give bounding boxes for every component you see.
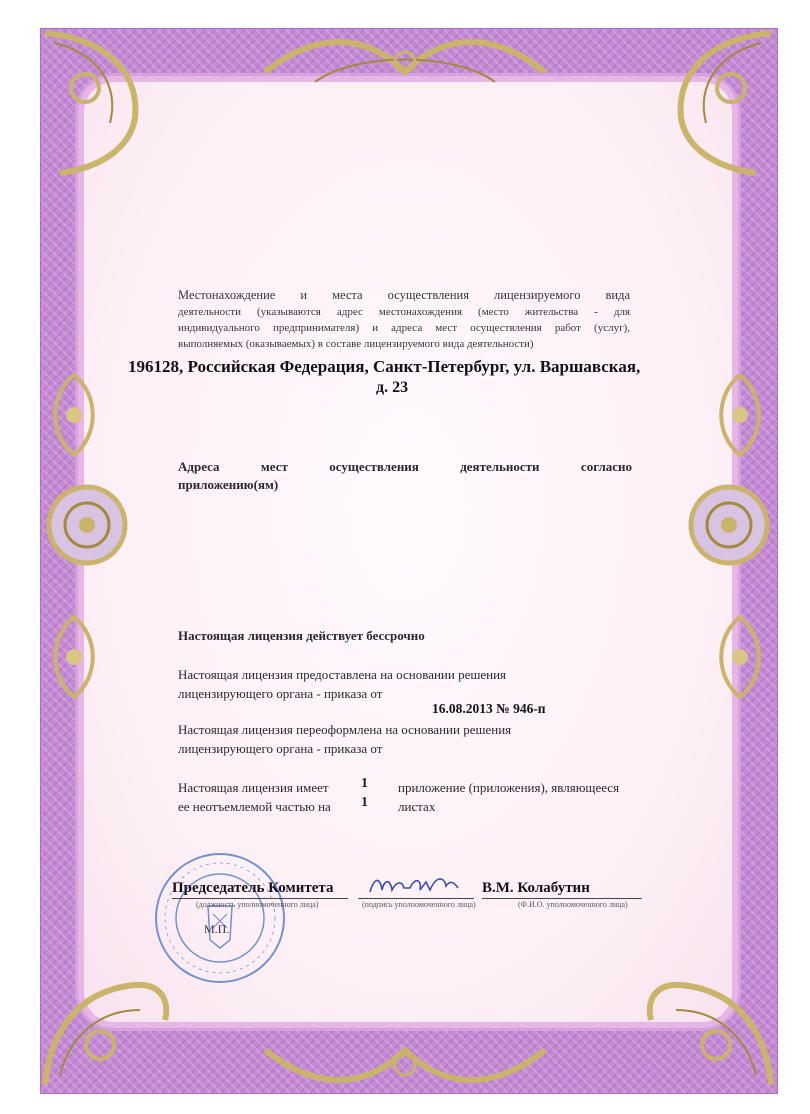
appendix-line-1-start: Настоящая лицензия имеет	[178, 780, 329, 795]
name-caption: (Ф.И.О. уполномоченного лица)	[518, 900, 628, 909]
seal-label: М.П.	[204, 922, 230, 936]
activity-places-label-line-2: приложению(ям)	[178, 477, 279, 492]
signatory-name: В.М. Колабутин	[482, 880, 590, 896]
license-address-line-2: д. 23	[376, 379, 409, 396]
appendix-line-1-end: приложение (приложения), являющееся	[398, 780, 620, 795]
position-caption: (должность уполномоченного лица)	[196, 900, 319, 909]
reissue-line-1: Настоящая лицензия переоформлена на основании решения	[178, 722, 512, 737]
appendix-count: 1	[361, 776, 368, 791]
basis-line-2: лицензирующего органа - приказа от	[178, 686, 383, 701]
decree-number: 16.08.2013 № 946-п	[432, 701, 546, 716]
reissue-line-2: лицензирующего органа - приказа от	[178, 741, 383, 756]
appendix-line-2-start: ее неотъемлемой частью на	[178, 799, 331, 814]
address-heading-line-3: индивидуального предпринимателя) и адреса мест осуществления работ (услуг),	[178, 322, 630, 334]
address-heading-line-2: деятельности (указываются адрес местонахождения (место жительства - для	[178, 306, 630, 318]
signature-underline	[358, 898, 474, 899]
address-heading-line-4: выполняемых (оказываемых) в составе лицензируемого вида деятельности)	[178, 338, 534, 350]
address-heading-line-1: Местонахождение и места осуществления лицензируемого вида	[178, 288, 630, 302]
basis-line-1: Настоящая лицензия предоставлена на основании решения	[178, 667, 507, 682]
appendix-sheets: 1	[361, 795, 368, 810]
license-address-line-1: 196128, Российская Федерация, Санкт-Петербург, ул. Варшавская,	[128, 357, 641, 376]
position-underline	[172, 898, 348, 899]
appendix-line-2-end: листах	[398, 799, 436, 814]
signature-caption: (подпись уполномоченного лица)	[362, 900, 476, 909]
validity-text: Настоящая лицензия действует бессрочно	[178, 628, 425, 643]
signatory-position: Председатель Комитета	[172, 880, 334, 896]
name-underline	[482, 898, 642, 899]
activity-places-label-line-1: Адреса мест осуществления деятельности согласно	[178, 459, 632, 474]
